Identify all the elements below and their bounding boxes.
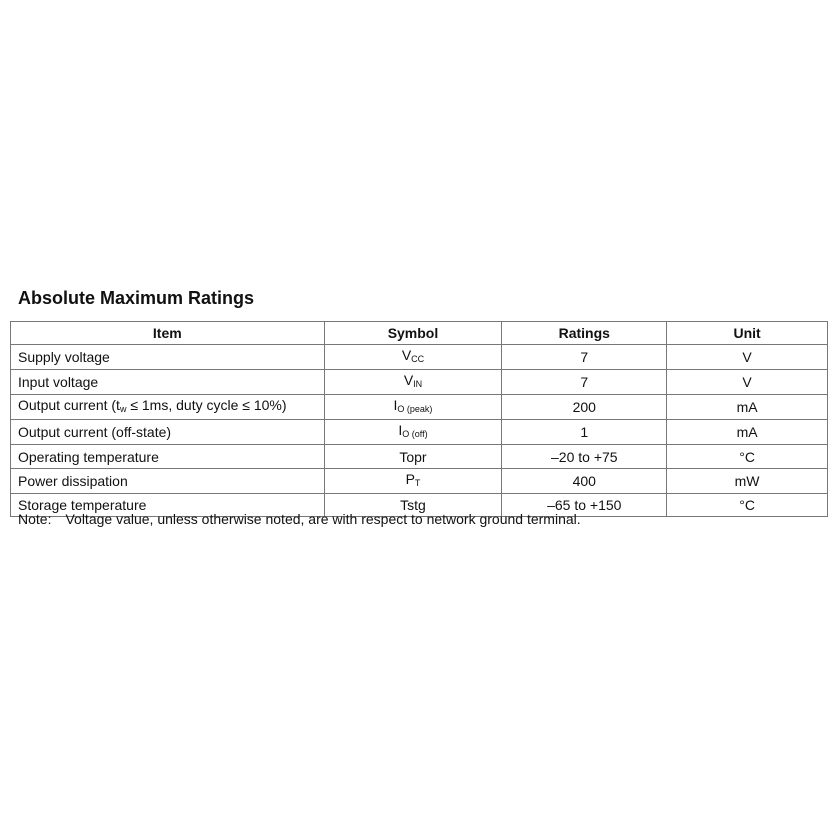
symbol-cell-symbol: Topr xyxy=(399,448,427,465)
symbol-cell-symbol-sub: CC xyxy=(411,354,425,365)
unit-cell xyxy=(667,395,828,420)
item-cell xyxy=(11,345,325,370)
item-cell xyxy=(11,420,325,445)
unit-cell xyxy=(667,420,828,445)
table-row xyxy=(11,370,828,395)
note-text: Voltage value, unless otherwise noted, are with respect to network ground terminal. xyxy=(65,511,581,527)
item-cell-item: Operating temperature xyxy=(18,448,159,465)
section-title: Absolute Maximum Ratings xyxy=(18,288,255,308)
rating-cell-rating: 200 xyxy=(572,399,596,416)
unit-cell-unit: mW xyxy=(734,472,760,489)
item-cell xyxy=(11,445,325,468)
symbol-cell-symbol: I xyxy=(398,422,403,439)
rating-cell-rating: 7 xyxy=(580,349,589,366)
rating-cell xyxy=(502,345,667,370)
unit-cell xyxy=(667,468,828,493)
unit-cell xyxy=(667,345,828,370)
item-cell xyxy=(11,395,325,420)
rating-cell xyxy=(502,468,667,493)
table-row xyxy=(11,468,828,493)
item-cell-item: Power dissipation xyxy=(18,472,128,489)
rating-cell-rating: 1 xyxy=(580,424,589,441)
symbol-cell-symbol-sub: IN xyxy=(413,379,423,390)
symbol-cell-symbol-sub: O (off) xyxy=(402,429,428,440)
rating-cell-rating: –20 to +75 xyxy=(551,448,618,465)
header-unit: Unit xyxy=(667,322,828,345)
table-row xyxy=(11,395,828,420)
rating-cell xyxy=(502,420,667,445)
symbol-cell xyxy=(324,345,502,370)
unit-cell-unit: V xyxy=(742,349,752,366)
unit-cell xyxy=(667,493,828,516)
ratings-table xyxy=(10,321,828,517)
rating-cell xyxy=(502,445,667,468)
unit-cell xyxy=(667,445,828,468)
unit-cell-unit: °C xyxy=(739,448,755,465)
rating-cell xyxy=(502,370,667,395)
table-note xyxy=(18,511,581,527)
rating-cell-rating: –65 to +150 xyxy=(547,496,622,513)
item-cell-item: Output current (off-state) xyxy=(18,424,172,441)
symbol-cell xyxy=(324,468,502,493)
rating-cell-rating: 7 xyxy=(580,374,589,391)
symbol-cell xyxy=(324,370,502,395)
symbol-cell-symbol: Tstg xyxy=(400,496,426,513)
header-symbol: Symbol xyxy=(324,322,502,345)
item-cell-item: Supply voltage xyxy=(18,349,110,366)
unit-cell-unit: mA xyxy=(736,399,758,416)
rating-cell-rating: 400 xyxy=(572,472,596,489)
symbol-cell-symbol: P xyxy=(405,470,415,487)
item-cell-item: Storage temperature xyxy=(18,496,147,513)
symbol-cell-symbol: V xyxy=(403,372,414,389)
rating-cell xyxy=(502,395,667,420)
symbol-cell xyxy=(324,420,502,445)
symbol-cell-symbol: V xyxy=(401,347,412,364)
symbol-cell-symbol: I xyxy=(393,397,398,414)
unit-cell-unit: mA xyxy=(736,424,758,441)
symbol-cell xyxy=(324,395,502,420)
unit-cell xyxy=(667,370,828,395)
table-row xyxy=(11,420,828,445)
symbol-cell-symbol-sub: T xyxy=(414,477,421,488)
item-cell-item: Output current (t xyxy=(18,397,120,414)
item-cell-item-rest: ≤ 1ms, duty cycle ≤ 10%) xyxy=(126,397,287,414)
item-cell xyxy=(11,370,325,395)
item-cell-item-sub: w xyxy=(119,404,127,415)
item-cell-item: Input voltage xyxy=(18,374,99,391)
symbol-cell xyxy=(324,445,502,468)
symbol-cell-symbol-sub: O (peak) xyxy=(397,404,433,415)
unit-cell-unit: V xyxy=(742,374,752,391)
table-row xyxy=(11,445,828,468)
header-ratings: Ratings xyxy=(502,322,667,345)
header-item: Item xyxy=(11,322,325,345)
table-row xyxy=(11,345,828,370)
note-label: Note: xyxy=(18,511,52,527)
unit-cell-unit: °C xyxy=(739,496,755,513)
item-cell xyxy=(11,468,325,493)
table-header-row xyxy=(11,322,828,345)
